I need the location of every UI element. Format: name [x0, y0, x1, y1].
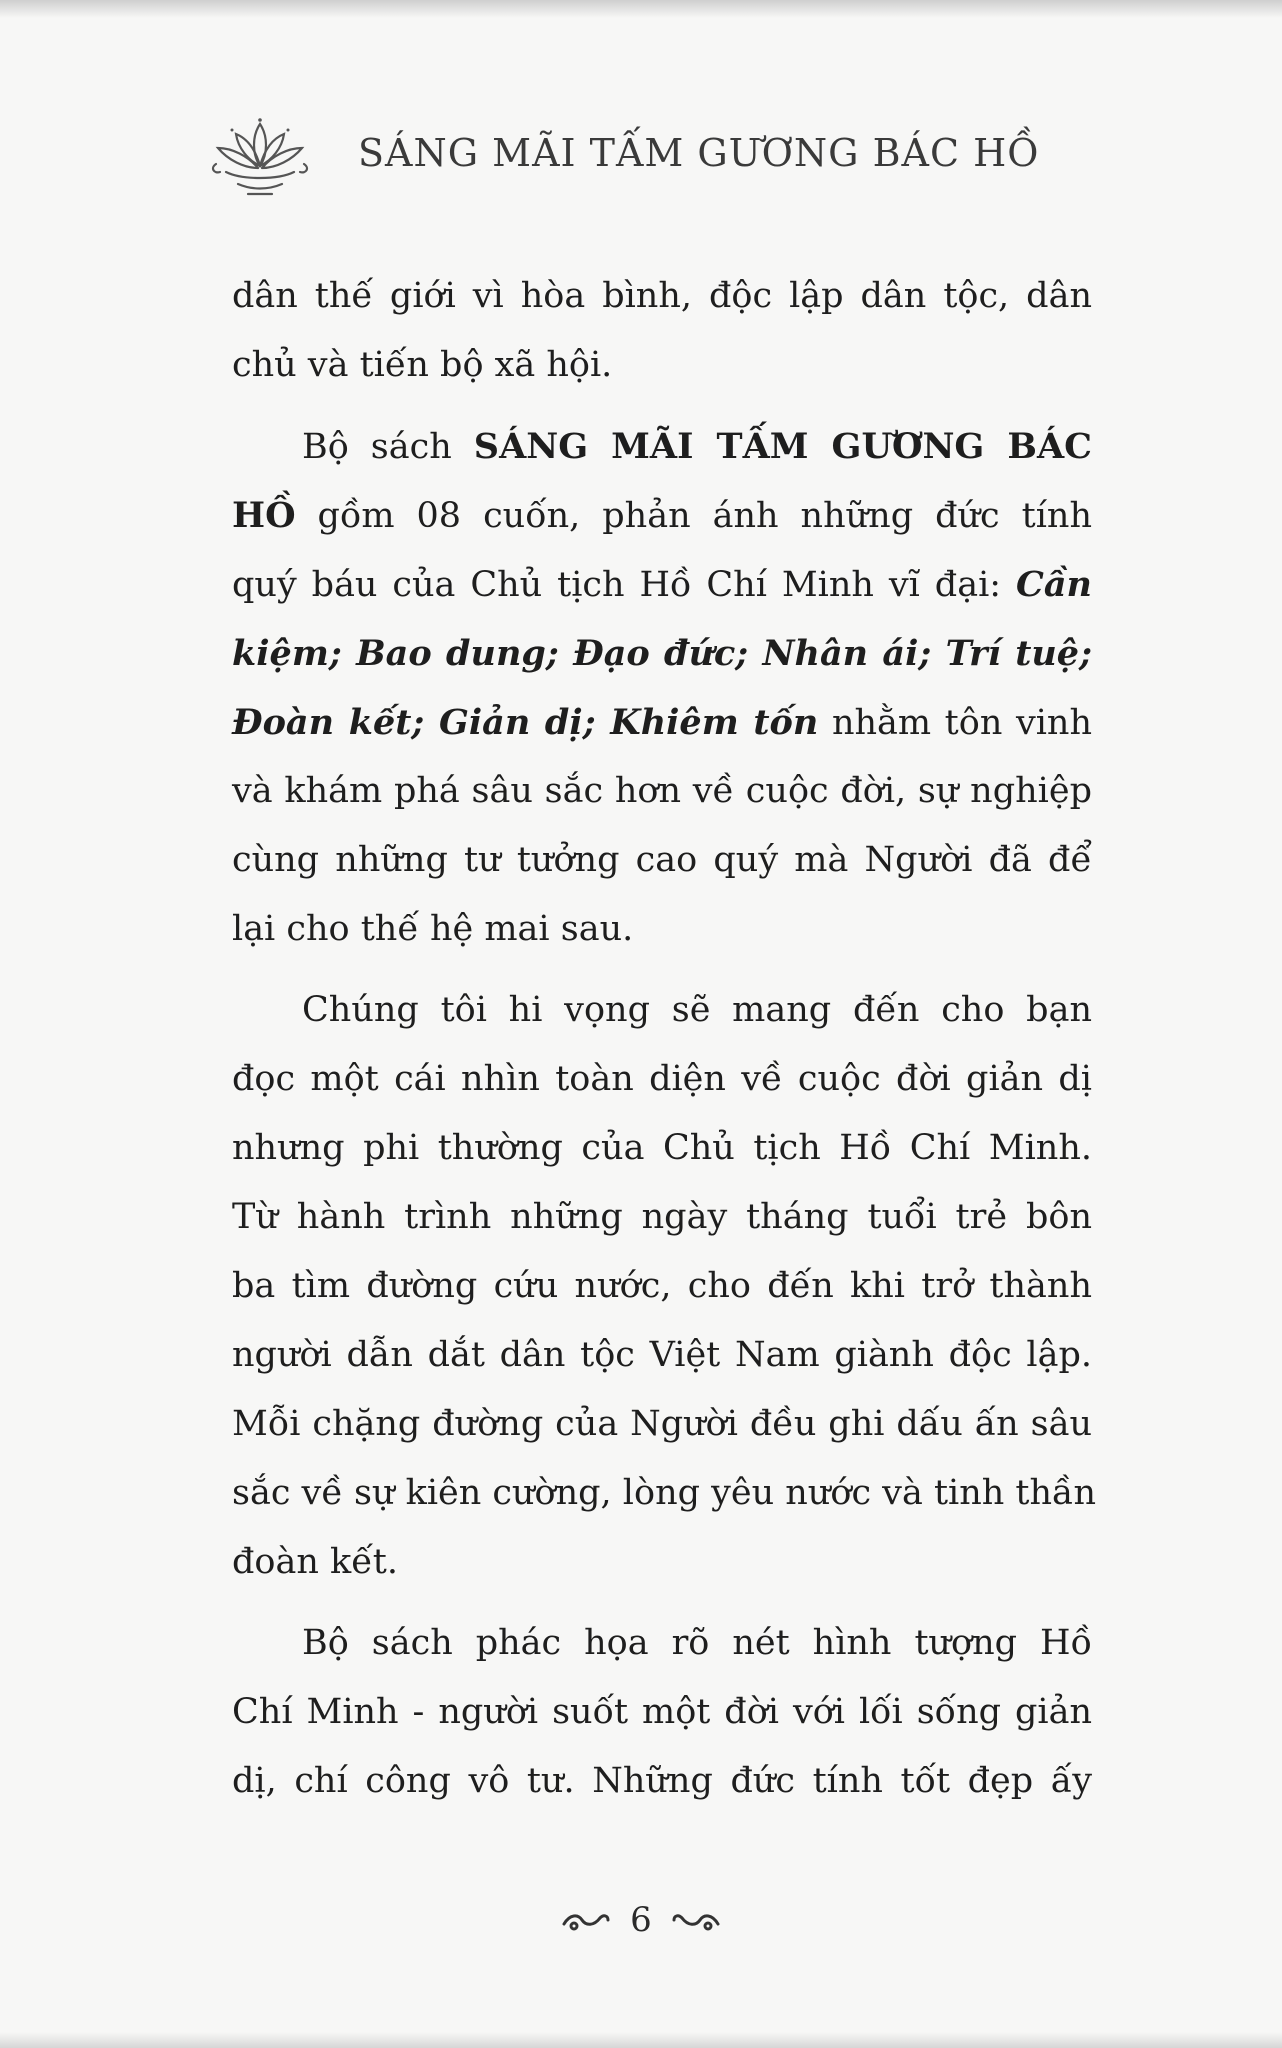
text-segment: ba tìm đường cứu nước, cho đến khi trở thành	[232, 1266, 1092, 1306]
text-segment: Từ hành trình những ngày tháng tuổi trẻ bôn	[232, 1197, 1092, 1237]
paragraph	[232, 976, 1097, 1597]
text-line	[232, 1114, 1092, 1183]
text-segment: lại cho thế hệ mai sau.	[232, 909, 634, 949]
text-segment: cùng những tư tưởng cao quý mà Người đã để	[232, 840, 1092, 880]
text-line	[232, 1459, 1097, 1528]
emphasized-text: Đoàn kết; Giản dị; Khiêm tốn	[232, 702, 819, 743]
text-line	[232, 895, 1092, 964]
text-segment: Chúng tôi hi vọng sẽ mang đến cho bạn	[302, 990, 1092, 1030]
text-segment: quý báu của Chủ tịch Hồ Chí Minh vĩ đại:	[232, 565, 1017, 605]
swirl-ornament-icon	[560, 1906, 612, 1934]
text-line	[232, 262, 1092, 331]
text-segment: dân thế giới vì hòa bình, độc lập dân tộc, dân	[232, 276, 1092, 316]
text-segment: Bộ sách	[302, 427, 474, 467]
page-number: 6	[630, 1900, 652, 1940]
text-line	[232, 976, 1092, 1045]
text-segment: nhằm tôn vinh	[818, 703, 1093, 743]
text-line	[232, 1747, 1092, 1816]
text-line	[232, 331, 1092, 400]
text-segment: dị, chí công vô tư. Những đức tính tốt đẹp ấy	[232, 1761, 1092, 1801]
text-segment: đoàn kết.	[232, 1542, 398, 1582]
running-header	[208, 112, 1039, 202]
text-segment: đọc một cái nhìn toàn diện về cuộc đời giản dị	[232, 1059, 1092, 1099]
text-line	[232, 481, 1092, 550]
text-line	[232, 1528, 1092, 1597]
text-line	[232, 688, 1092, 757]
text-line	[232, 550, 1092, 619]
paragraph	[232, 1609, 1092, 1816]
text-segment: gồm 08 cuốn, phản ánh những đức tính	[295, 496, 1092, 536]
text-line	[232, 1390, 1092, 1459]
paragraph	[232, 262, 1092, 400]
text-segment: và khám phá sâu sắc hơn về cuộc đời, sự nghiệp	[232, 771, 1092, 811]
swirl-ornament-icon	[670, 1906, 722, 1934]
body-text	[232, 262, 1097, 1828]
text-line	[232, 826, 1092, 895]
text-line	[232, 1678, 1092, 1747]
paragraph	[232, 412, 1092, 964]
text-line	[232, 1321, 1092, 1390]
text-line	[232, 1183, 1092, 1252]
text-segment: người dẫn dắt dân tộc Việt Nam giành độc lập.	[232, 1335, 1092, 1375]
text-line	[232, 1609, 1092, 1678]
text-segment: nhưng phi thường của Chủ tịch Hồ Chí Minh.	[232, 1128, 1092, 1168]
emphasized-text: Cần	[1016, 564, 1092, 605]
text-segment: chủ và tiến bộ xã hội.	[232, 345, 613, 385]
text-segment: Bộ sách phác họa rõ nét hình tượng Hồ	[302, 1623, 1092, 1663]
emphasized-text: SÁNG MÃI TẤM GƯƠNG BÁC	[473, 426, 1092, 467]
text-segment: Chí Minh - người suốt một đời với lối sống giản	[232, 1692, 1092, 1732]
text-segment: Mỗi chặng đường của Người đều ghi dấu ấn sâu	[232, 1404, 1092, 1444]
text-line	[232, 412, 1092, 481]
header-title: SÁNG MÃI TẤM GƯƠNG BÁC HỒ	[358, 131, 1040, 175]
emphasized-text: HỒ	[232, 495, 296, 536]
text-line	[232, 1252, 1092, 1321]
lotus-icon	[208, 114, 312, 200]
emphasized-text: kiệm; Bao dung; Đạo đức; Nhân ái; Trí tuệ;	[232, 633, 1092, 674]
text-line	[232, 619, 1092, 688]
page-footer	[0, 1900, 1282, 1940]
text-line	[232, 1045, 1092, 1114]
text-line	[232, 757, 1092, 826]
text-segment: sắc về sự kiên cường, lòng yêu nước và tinh thần	[232, 1473, 1097, 1513]
